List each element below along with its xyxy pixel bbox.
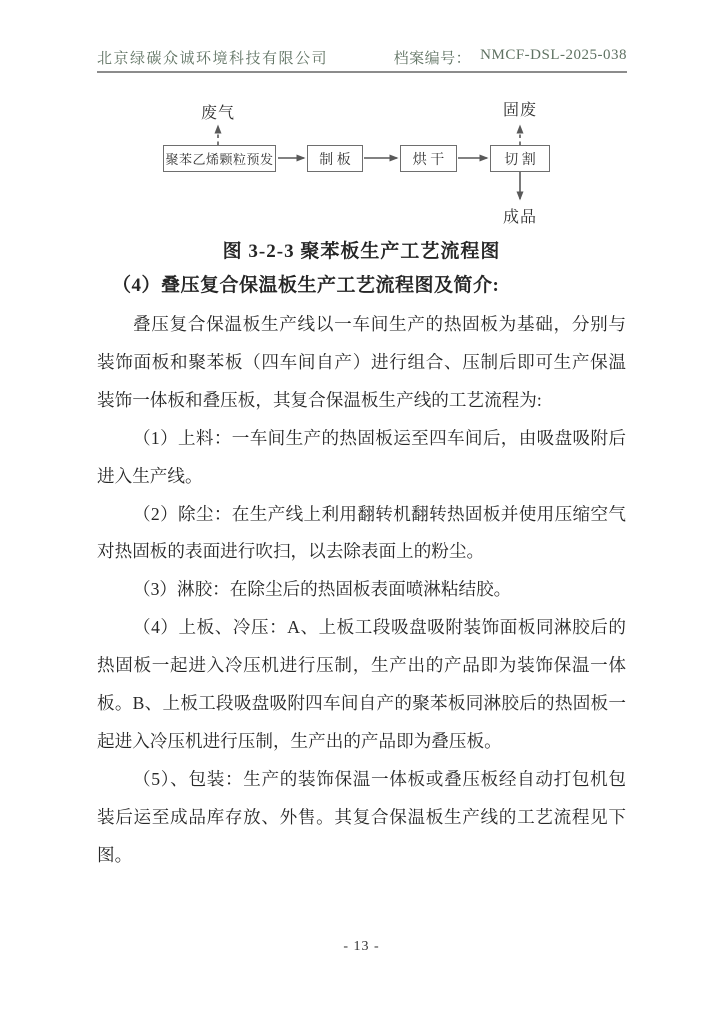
body-line: 装后运至成品库存放、外售。其复合保温板生产线的工艺流程见下 bbox=[97, 806, 626, 827]
body-line: 装饰面板和聚苯板（四车间自产）进行组合、压制后即可生产保温 bbox=[97, 351, 626, 372]
body-line: 起进入冷压机进行压制，生产出的产品即为叠压板。 bbox=[97, 730, 502, 751]
flow-box-polystyrene-pre-expansion: 聚苯乙烯颗粒预发 bbox=[163, 145, 276, 172]
company-name: 北京绿碳众诚环境科技有限公司 bbox=[97, 51, 329, 67]
finished-product-label: 成品 bbox=[502, 209, 537, 226]
body-line: 进入生产线。 bbox=[97, 465, 203, 486]
body-line: 叠压复合保温板生产线以一车间生产的热固板为基础，分别与 bbox=[133, 314, 626, 334]
body-line: （2）除尘：在生产线上利用翻转机翻转热固板并使用压缩空气 bbox=[133, 503, 626, 524]
body-text bbox=[97, 306, 626, 875]
solid-waste-label: 固废 bbox=[502, 102, 537, 119]
page-header bbox=[97, 47, 627, 68]
waste-gas-label: 废气 bbox=[200, 105, 235, 122]
body-line: 对热固板的表面进行吹扫，以去除表面上的粉尘。 bbox=[97, 541, 485, 562]
section-heading: （4）叠压复合保温板生产工艺流程图及简介: bbox=[112, 275, 500, 296]
page-number: - 13 - bbox=[343, 939, 380, 954]
body-line: （5）、包装：生产的装饰保温一体板或叠压板经自动打包机包 bbox=[133, 768, 626, 789]
flow-box-drying: 烘 干 bbox=[400, 145, 457, 172]
flow-box-board-making: 制 板 bbox=[307, 145, 363, 172]
body-line: 热固板一起进入冷压机进行压制，生产出的产品即为装饰保温一体 bbox=[97, 655, 626, 676]
body-line: 装饰一体板和叠压板，其复合保温板生产线的工艺流程为: bbox=[97, 389, 542, 410]
body-line: 图。 bbox=[97, 844, 133, 865]
archive-number-block bbox=[394, 47, 627, 68]
body-line: （1）上料：一车间生产的热固板运至四车间后，由吸盘吸附后 bbox=[133, 427, 626, 448]
body-line: 板。B、上板工段吸盘吸附四车间自产的聚苯板同淋胶后的热固板一 bbox=[97, 693, 626, 714]
body-line: （4）上板、冷压：A、上板工段吸盘吸附装饰面板同淋胶后的 bbox=[133, 617, 626, 638]
archive-number-label: 档案编号： bbox=[393, 51, 472, 67]
flow-box-cutting: 切 割 bbox=[490, 145, 550, 172]
archive-number-value: NMCF-DSL-2025-038 bbox=[480, 47, 627, 63]
process-flowchart bbox=[130, 95, 590, 235]
figure-caption: 图 3-2-3 聚苯板生产工艺流程图 bbox=[222, 241, 501, 262]
header-rule bbox=[97, 71, 627, 73]
body-line: （3）淋胶：在除尘后的热固板表面喷淋粘结胶。 bbox=[133, 579, 512, 600]
